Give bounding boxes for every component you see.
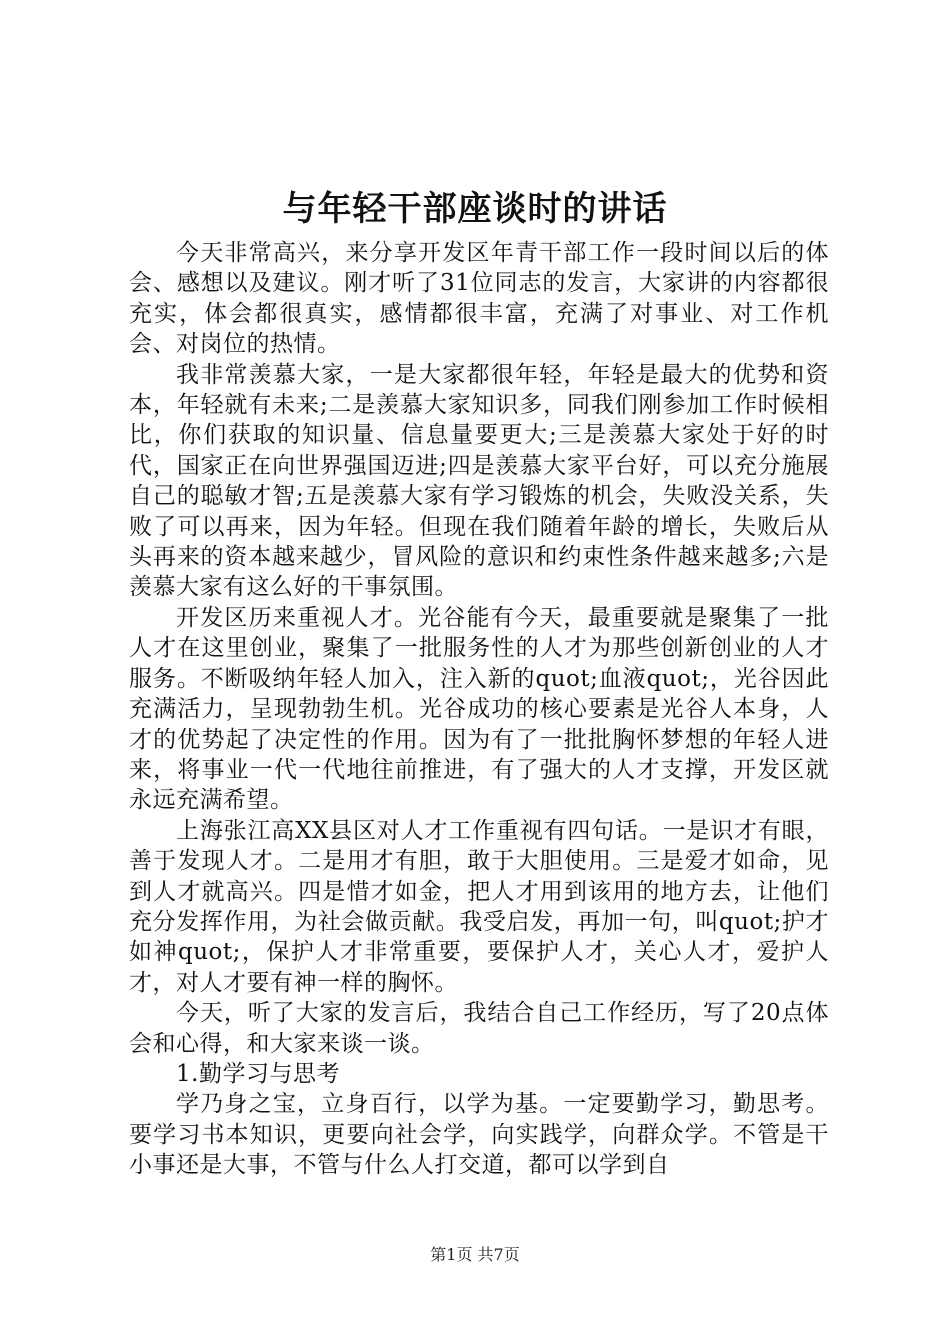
paragraph-2: 我非常羡慕大家，一是大家都很年轻，年轻是最大的优势和资本，年轻就有未来;二是羡慕大家知识多，同我们刚参加工作时候相比，你们获取的知识量、信息量要更大;三是羡慕大家处于好的时代，国家正在向世界强国迈进;四是羡慕大家平台好，可以充分施展自己的聪敏才智;五是羡慕大家有学习锻炼的机会，失败没关系，失败了可以再来，因为年轻。但现在我们随着年龄的增长，失败后从头再来的资本越来越少，冒风险的意识和约束性条件越来越多;六是羡慕大家有这么好的干事氛围。 <box>129 361 829 601</box>
paragraph-5: 今天，听了大家的发言后，我结合自己工作经历，写了20点体会和心得，和大家来谈一谈。 <box>129 1000 829 1057</box>
paragraph-1: 今天非常高兴，来分享开发区年青干部工作一段时间以后的体会、感想以及建议。刚才听了31位同志的发言，大家讲的内容都很充实，体会都很真实，感情都很丰富，充满了对事业、对工作机会、对岗位的热情。 <box>129 240 829 358</box>
section-paragraph: 学乃身之宝，立身百行，以学为基。一定要勤学习，勤思考。要学习书本知识，更要向社会学，向实践学，向群众学。不管是干小事还是大事，不管与什么人打交道，都可以学到自 <box>129 1091 829 1179</box>
document-body <box>129 238 829 1181</box>
paragraph-3: 开发区历来重视人才。光谷能有今天，最重要就是聚集了一批人才在这里创业，聚集了一批服务性的人才为那些创新创业的人才服务。不断吸纳年轻人加入，注入新的quot;血液quot;，光谷因此充满活力，呈现勃勃生机。光谷成功的核心要素是光谷人本身，人才的优势起了决定性的作用。因为有了一批批胸怀梦想的年轻人进来，将事业一代一代地往前推进，有了强大的人才支撑，开发区就永远充满希望。 <box>129 604 829 814</box>
paragraph-4: 上海张江高XX县区对人才工作重视有四句话。一是识才有眼，善于发现人才。二是用才有胆，敢于大胆使用。三是爱才如命，见到人才就高兴。四是惜才如金，把人才用到该用的地方去，让他们充分发挥作用，为社会做贡献。我受启发，再加一句，叫quot;护才如神quot;，保护人才非常重要，要保护人才，关心人才，爱护人才，对人才要有神一样的胸怀。 <box>129 817 829 996</box>
document-title: 与年轻干部座谈时的讲话 <box>282 189 668 229</box>
page-number-footer: 第1页 共7页 <box>430 1245 520 1264</box>
section-heading: 1.勤学习与思考 <box>176 1060 340 1087</box>
